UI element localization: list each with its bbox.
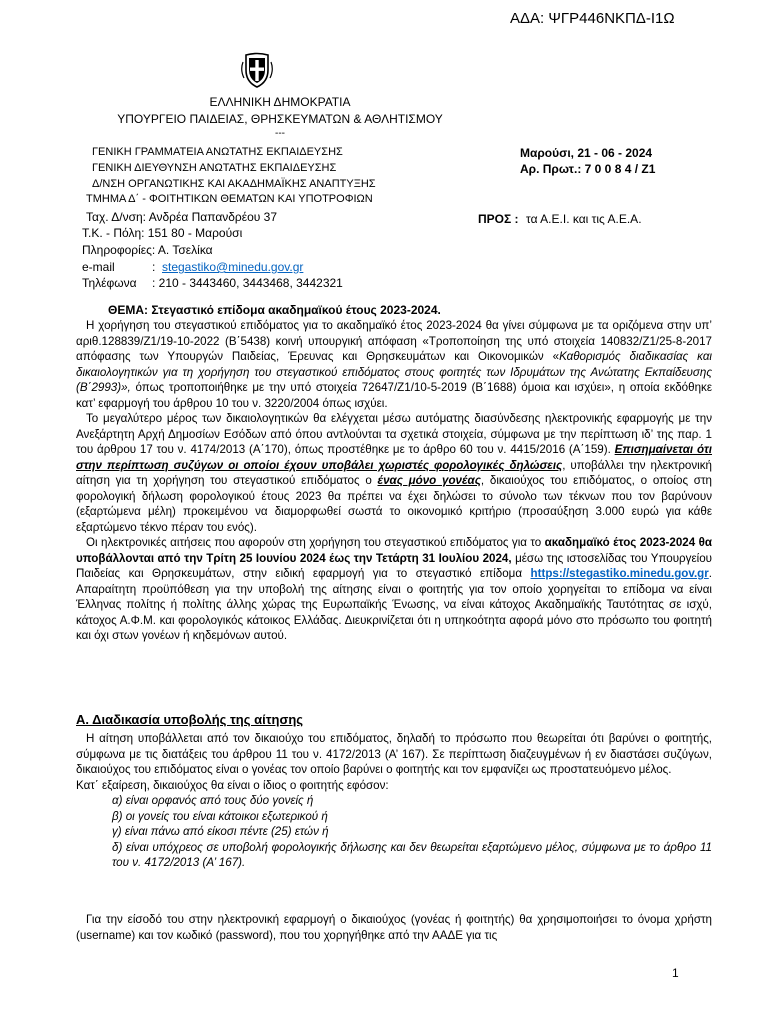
header-separator: ---	[275, 128, 285, 139]
list-item: δ) είναι υπόχρεος σε υποβολή φορολογικής δήλωσης και δεν θεωρείται εξαρτώμενο μέλος, σύμφωνα με το άρθρο 11 του ν. 4172/2013 (Α’ 167).	[112, 840, 712, 869]
list-item: γ) είναι πάνω από είκοσι πέντε (25) ετών ή	[112, 825, 329, 838]
p2-emphasis: Επισημαίνεται ότι στην περίπτωση συζύγων οι οποίοι έχουν υποβάλει χωριστές φορολογικές δηλώσεις	[76, 443, 712, 472]
p3-text-c: μέσω της ιστοσελίδας του Υπουργείου Παιδείας και Θρησκευμάτων, στην ειδική εφαρμογή για το στεγαστικό επίδομα	[76, 551, 712, 580]
page-number: 1	[672, 966, 679, 980]
p2-text-c: , υποβάλλει την ηλεκτρονική αίτηση για τη χορήγηση του στεγαστικού επιδόματος ο	[76, 458, 712, 487]
list-item: α) είναι ορφανός από τους δύο γονείς ή	[112, 794, 314, 807]
stegastiko-link[interactable]: https://stegastiko.minedu.gov.gr	[530, 567, 709, 580]
subject-line: ΘΕΜΑ: Στεγαστικό επίδομα ακαδημαϊκού έτους 2023-2024.	[108, 303, 441, 317]
p1-title-italic: Καθορισμός διαδικασίας και δικαιολογητικών για τη χορήγηση του στεγαστικού επιδόματος στους φοιτητές των Ιδρυμάτων της Ανώτατης Εκπαίδευσης (Β΄2993)»,	[76, 350, 713, 394]
recipient-value: τα Α.Ε.Ι. και τις Α.Ε.Α.	[526, 212, 642, 226]
p1-text-a: Η χορήγηση του στεγαστικού επιδόματος για το ακαδημαϊκό έτος 2023-2024 θα γίνει σύμφωνα με τα οριζόμενα στην υπ’ αριθ.128839/Ζ1/19-10-2022 (Β΄5438) κοινή υπουργική απόφαση «Τροποποίηση της υπό στοιχεία 140832/Ζ1/25-8-2017 απόφασης των Υπουργών Παιδείας, Έρευνας και Θρησκευμάτων και Οικονομικών «	[76, 319, 712, 363]
dept-line-1: ΓΕΝΙΚΗ ΓΡΑΜΜΑΤΕΙΑ ΑΝΩΤΑΤΗΣ ΕΚΠΑΙΔΕΥΣΗΣ	[92, 146, 343, 158]
p2-text-e: , δικαιούχος του επιδόματος, ο οποίος στη φορολογική δήλωση φορολογικού έτους 2023 θα πρέπει να έχει δηλώσει το σύνολο των τέκνων που τον βαρύνουν (εξαρτώμενα μέλη) προκειμένου να διαμορφωθεί σωστά το οικονομικό κριτήριο (προσαύξηση 3.000 ευρώ για κάθε εξαρτώμενο τέκνο πέραν του ενός).	[76, 474, 712, 534]
contact-phones: : 210 - 3443460, 3443468, 3442321	[152, 276, 343, 290]
paragraph-3	[76, 535, 712, 644]
p3-text-d: . Απαραίτητη προϋπόθεση για την υποβολή της αίτησης είναι ο φοιτητής για τον οποίο χορηγείται το επίδομα να είναι Έλληνας πολίτης ή πολίτης άλλης χώρας της Ευρωπαϊκής Ένωσης, να είναι κάτοχος Ακαδημαϊκής Ταυτότητας σε ισχύ, κάτοχος Α.Φ.Μ. και φορολογικός κάτοικος Ελλάδας. Διευκρινίζεται ότι η υπηκοότητα αφορά μόνο στο πρόσωπο του φοιτητή και όχι στων γονέων ή κηδεμόνων αυτού.	[76, 567, 712, 642]
contact-address: Ταχ. Δ/νση: Ανδρέα Παπανδρέου 37	[86, 210, 278, 224]
section-a-body	[76, 731, 712, 871]
document-date: Μαρούσι, 21 - 06 - 2024	[520, 146, 653, 160]
ministry-title: ΥΠΟΥΡΓΕΙΟ ΠΑΙΔΕΙΑΣ, ΘΡΗΣΚΕΥΜΑΤΩΝ & ΑΘΛΗΤΙΣΜΟΥ	[117, 112, 443, 126]
protocol-number: Αρ. Πρωτ.: 7 0 0 8 4 / Ζ1	[520, 162, 656, 176]
section-a-paragraph-3-wrap	[76, 912, 712, 943]
dept-line-2: ΓΕΝΙΚΗ ΔΙΕΥΘΥΝΣΗ ΑΝΩΤΑΤΗΣ ΕΚΠΑΙΔΕΥΣΗΣ	[92, 162, 337, 174]
p2-text-a: Το μεγαλύτερο μέρος των δικαιολογητικών θα ελέγχεται μέσω αυτόματης διασύνδεσης ηλεκτρονικής εφαρμογής με την Ανεξάρτητη Αρχή Δημοσίων Εσόδων από όπου αντλούνται τα σχετικά στοιχεία, σύμφωνα με την περίπτωση ιδ’ της παρ. 1 του άρθρου 17 του ν. 4174/2013 (Α΄170), όπως προστέθηκε με το άρθρο 60 του ν. 4415/2016 (Α΄159).	[76, 412, 712, 456]
contact-phone-label: Τηλέφωνα	[82, 276, 137, 290]
contact-email-link[interactable]: stegastiko@minedu.gov.gr	[162, 260, 304, 274]
contact-email-colon: :	[152, 260, 156, 274]
p2-one-parent: ένας μόνο γονέας	[377, 474, 481, 487]
republic-title: ΕΛΛΗΝΙΚΗ ΔΗΜΟΚΡΑΤΙΑ	[209, 95, 351, 109]
section-a-paragraph-1: Η αίτηση υποβάλλεται από τον δικαιούχο του επιδόματος, δηλαδή το πρόσωπο που θεωρείται ότι βαρύνει ο φοιτητής, σύμφωνα με τις διατάξεις του άρθρου 11 του ν. 4172/2013 (Α’ 167). Σε περίπτωση διαζευγμένων ή εν διαστάσει συζύγων, δικαιούχος του επιδόματος είναι ο γονέας τον οποίο βαρύνει ο φοιτητής και τον εμφανίζει ως προστατευόμενο μέλος.	[76, 732, 712, 776]
greek-coat-of-arms-icon	[240, 52, 274, 88]
section-a-heading: Α. Διαδικασία υποβολής της αίτησης	[76, 712, 304, 727]
contact-info: Πληροφορίες: Α. Τσελίκα	[82, 243, 213, 257]
list-item: β) οι γονείς του είναι κάτοικοι εξωτερικού ή	[112, 809, 328, 823]
paragraph-2	[76, 411, 712, 535]
p3-text-a: Οι ηλεκτρονικές αιτήσεις που αφορούν στη χορήγηση του στεγαστικού επιδόματος για το	[86, 536, 545, 549]
paragraph-1	[76, 318, 712, 411]
section-a-paragraph-3: Για την είσοδό του στην ηλεκτρονική εφαρμογή ο δικαιούχος (γονέας ή φοιτητής) θα χρησιμοποιήσει το όνομα χρήστη (username) και τον κωδικό (password), που του χορηγήθηκε από την ΑΑΔΕ για τις	[76, 913, 712, 942]
body-main	[76, 318, 712, 644]
dept-line-4: ΤΜΗΜΑ Δ΄ - ΦΟΙΤΗΤΙΚΩΝ ΘΕΜΑΤΩΝ ΚΑΙ ΥΠΟΤΡΟΦΙΩΝ	[86, 193, 373, 205]
contact-city: Τ.Κ. - Πόλη: 151 80 - Μαρούσι	[82, 226, 243, 240]
section-a-paragraph-2: Κατ΄ εξαίρεση, δικαιούχος θα είναι ο ίδιος ο φοιτητής εφόσον:	[76, 778, 389, 792]
recipient-label: ΠΡΟΣ :	[478, 212, 519, 226]
ada-code: ΑΔΑ: ΨΓΡ446ΝΚΠΔ-Ι1Ω	[510, 10, 675, 27]
dept-line-3: Δ/ΝΣΗ ΟΡΓΑΝΩΤΙΚΗΣ ΚΑΙ ΑΚΑΔΗΜΑΪΚΗΣ ΑΝΑΠΤΥΞΗΣ	[92, 178, 376, 190]
p1-text-c: όπως τροποποιήθηκε με την υπό στοιχεία 72647/Ζ1/10-5-2019 (Β΄1688) όμοια και ισχύει», η οποία εκδόθηκε κατ’ εφαρμογή του άρθρου 10 του ν. 3220/2004 όπως ισχύει.	[76, 381, 712, 410]
p3-dates-bold: ακαδημαϊκό έτος 2023-2024 θα υποβάλλονται από την Τρίτη 25 Ιουνίου 2024 έως την Τετάρτη 31 Ιουλίου 2024,	[76, 536, 712, 565]
exception-list	[76, 793, 712, 871]
contact-email-label: e-mail	[82, 260, 115, 274]
